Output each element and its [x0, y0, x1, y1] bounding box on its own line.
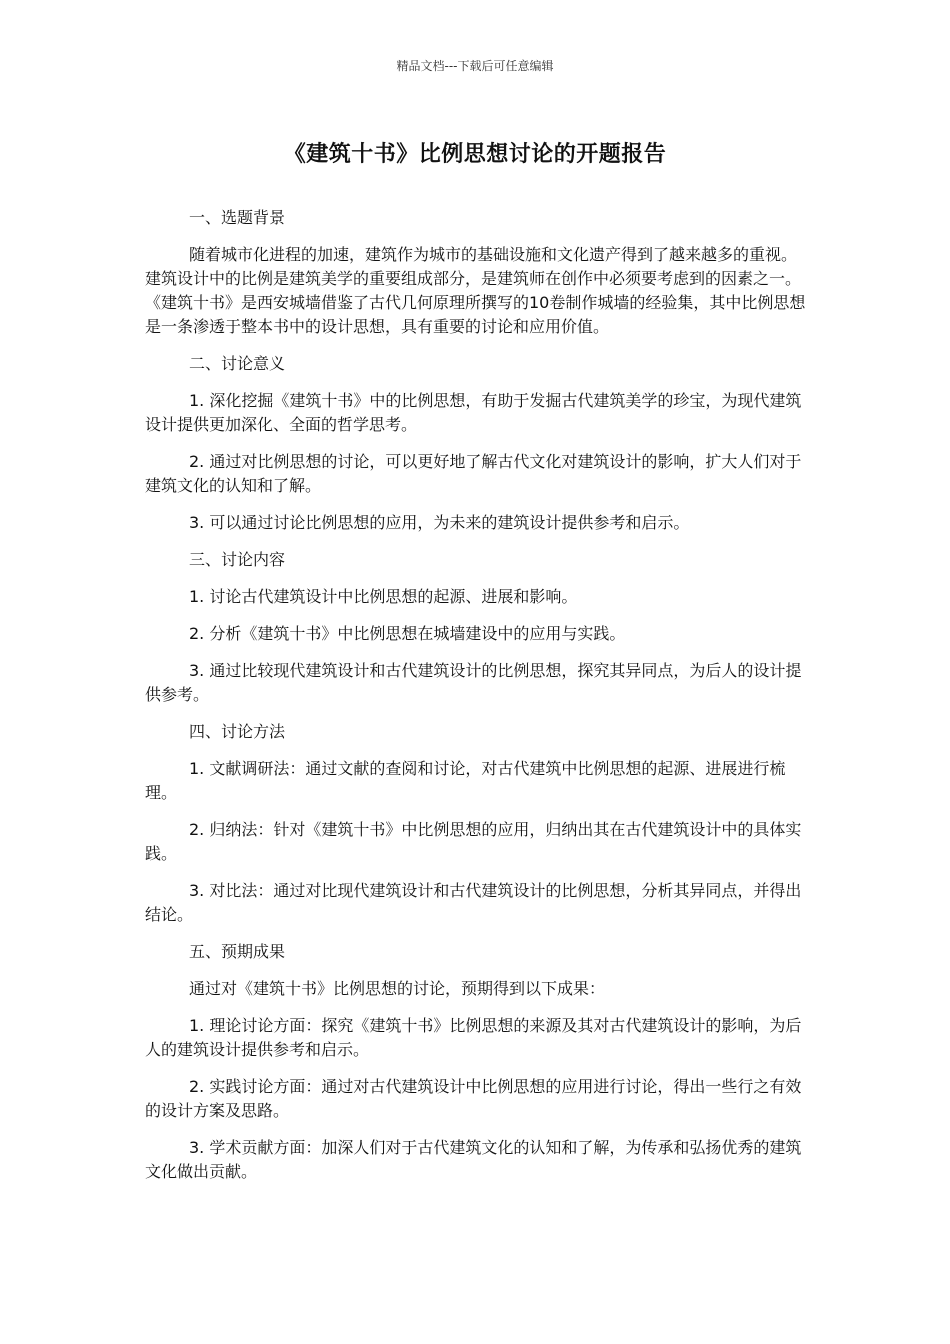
paragraph: 1. 深化挖掘《建筑十书》中的比例思想，有助于发掘古代建筑美学的珍宝，为现代建筑设计提供更加深化、全面的哲学思考。: [145, 391, 802, 434]
paragraph: 随着城市化进程的加速，建筑作为城市的基础设施和文化遗产得到了越来越多的重视。建筑设计中的比例是建筑美学的重要组成部分，是建筑师在创作中必须要考虑到的因素之一。《建筑十书》是西安城墙借鉴了古代几何原理所撰写的10卷制作城墙的经验集，其中比例思想是一条渗透于整本书中的设计思想，具有重要的讨论和应用价值。: [145, 245, 806, 336]
paragraph: 2. 通过对比例思想的讨论，可以更好地了解古代文化对建筑设计的影响，扩大人们对于建筑文化的认知和了解。: [145, 452, 802, 495]
paragraph: 2. 实践讨论方面：通过对古代建筑设计中比例思想的应用进行讨论，得出一些行之有效的设计方案及思路。: [145, 1077, 802, 1120]
paragraph: 3. 对比法：通过对比现代建筑设计和古代建筑设计的比例思想，分析其异同点，并得出结论。: [145, 881, 802, 924]
paragraph: 3. 可以通过讨论比例思想的应用，为未来的建筑设计提供参考和启示。: [189, 513, 690, 532]
paragraph: 3. 通过比较现代建筑设计和古代建筑设计的比例思想，探究其异同点，为后人的设计提供参考。: [145, 661, 802, 704]
section-heading: 三、讨论内容: [189, 550, 286, 569]
document-title: 《建筑十书》比例思想讨论的开题报告: [283, 142, 667, 167]
paragraph: 1. 理论讨论方面：探究《建筑十书》比例思想的来源及其对古代建筑设计的影响，为后人的建筑设计提供参考和启示。: [145, 1016, 802, 1059]
paragraph: 1. 文献调研法：通过文献的查阅和讨论，对古代建筑中比例思想的起源、进展进行梳理。: [145, 759, 786, 802]
section-heading: 二、讨论意义: [189, 354, 286, 373]
paragraph: 1. 讨论古代建筑设计中比例思想的起源、进展和影响。: [189, 587, 578, 606]
section-heading: 四、讨论方法: [189, 722, 286, 741]
section-heading: 一、选题背景: [189, 208, 286, 227]
paragraph: 通过对《建筑十书》比例思想的讨论，预期得到以下成果：: [189, 979, 606, 998]
paragraph: 3. 学术贡献方面：加深人们对于古代建筑文化的认知和了解，为传承和弘扬优秀的建筑文化做出贡献。: [145, 1138, 802, 1181]
document-body: [145, 206, 810, 1197]
section-heading: 五、预期成果: [189, 942, 286, 961]
paragraph: 2. 归纳法：针对《建筑十书》中比例思想的应用，归纳出其在古代建筑设计中的具体实践。: [145, 820, 802, 863]
paragraph: 2. 分析《建筑十书》中比例思想在城墙建设中的应用与实践。: [189, 624, 626, 643]
header-note: 精品文档---下载后可任意编辑: [396, 59, 554, 73]
